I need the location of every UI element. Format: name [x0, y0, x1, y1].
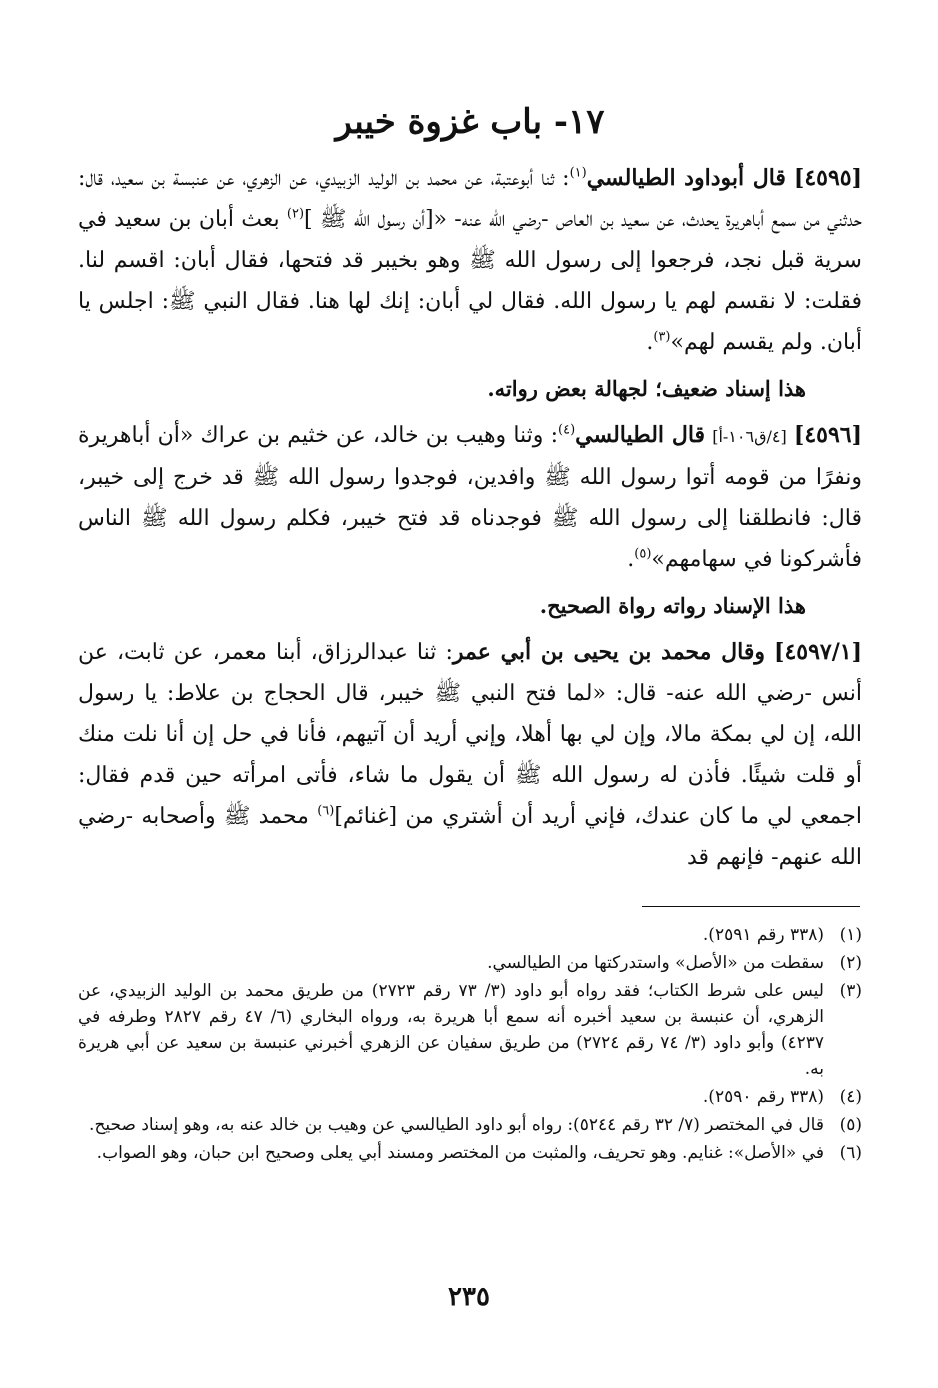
- footnote-ref: (٢): [286, 206, 305, 222]
- narrator-lead: وقال محمد بن يحيى بن أبي عمر: [452, 639, 765, 665]
- isnad-grade: هذا الإسناد رواته رواة الصحيح.: [539, 593, 806, 618]
- footnote-2: [78, 950, 862, 976]
- footnote-number: (٥): [839, 1115, 862, 1135]
- hadith-number: [٤٥٩٧/١]: [774, 639, 863, 665]
- hadith-text: : ثنا عبدالرزاق، أبنا معمر، عن ثابت، عن أنس -رضي الله عنه- قال: «لما فتح النبي ﷺ خيبر، قال الحجاج بن علاط: يا رسول الله، إن لي بمكة مالا، وإن لي بها أهلا، وإني أريد أن آتيهم، فأنا في حل إن أنا نلت منك أو قلت شيئًا. فأذن له رسول الله ﷺ أن يقول ما شاء، فأتى امرأته حين قدم فقال: اجمعي لي ما كان عندك، فإني أريد أن أشتري من [غنائم]: [78, 640, 862, 829]
- hadith-4597: [78, 632, 862, 878]
- page-body: [78, 100, 862, 878]
- narrator-lead: قال الطيالسي: [575, 422, 706, 448]
- footnote-4: [78, 1084, 862, 1110]
- footnote-text: (٣٣٨ رقم ٢٥٩١).: [702, 925, 824, 945]
- hadith-tail: .: [646, 330, 654, 355]
- hadith-text: : ثنا أبوعتبة، عن محمد بن الوليد الزبيدي، عن الزهري، عن عنبسة بن سعيد، قال: حدثني من سمع أباهريرة يحدث، عن سعيد بن العاص -رضي الله عنه- «[أن رسول الله ﷺ ]: [78, 166, 863, 232]
- footnote-ref: (٦): [317, 803, 335, 819]
- footnote-text: قال في المختصر (٧/ ٣٢ رقم ٥٢٤٤): رواه أبو داود الطيالسي عن وهيب بن خالد عنه به، وهو إسناد صحيح.: [89, 1115, 824, 1135]
- footnote-ref: (٥): [634, 546, 652, 562]
- footnote-text: ليس على شرط الكتاب؛ فقد رواه أبو داود (٣/ ٧٣ رقم ٢٧٢٣) من طريق محمد بن الوليد الزبيدي، عن الزهري، أن عنبسة بن سعيد أخبره أنه سمع أبا هريرة به، ورواه البخاري (٦/ ٤٧ رقم ٢٨٢٧ وطرفه في ٤٢٣٧) وأبو داود (٣/ ٧٤ رقم ٢٧٢٤) من طريق سفيان عن الزهري أخبرني عنبسة بن سعيد عن أبي هريرة به.: [78, 981, 825, 1079]
- hadith-4595: [78, 158, 862, 363]
- footnote-ref: (٣): [653, 329, 671, 345]
- manuscript-ref: [٤/ق١٠٦-أ]: [712, 427, 787, 446]
- narrator-lead: قال أبوداود الطيالسي: [586, 165, 786, 191]
- footnotes: [78, 922, 862, 1168]
- hadith-text-cont: بعث أبان بن سعيد في سرية قبل نجد، فرجعوا إلى رسول الله ﷺ وهو بخيبر قد فتحها، فقال أبان: اقسم لنا. فقلت: لا نقسم لهم يا رسول الله. فقال لي أبان: إنك لها هنا. فقال النبي ﷺ: اجلس يا أبان. ولم يقسم لهم»: [78, 207, 862, 355]
- hadith-text: : وثنا وهيب بن خالد، عن خثيم بن عراك «أن أباهريرة ونفرًا من قومه أتوا رسول الله ﷺ وافدين، فوجدوا رسول الله ﷺ قد خرج إلى خيبر، قال: فانطلقنا إلى رسول الله ﷺ فوجدناه قد فتح خيبر، فكلم رسول الله ﷺ الناس فأشركونا في سهامهم»: [78, 423, 862, 572]
- hadith-number: [٤٥٩٦]: [793, 422, 862, 448]
- hadith-number: [٤٥٩٥]: [793, 165, 862, 191]
- footnote-ref: (٤): [558, 422, 576, 438]
- footnote-text: سقطت من «الأصل» واستدركتها من الطيالسي.: [487, 953, 824, 973]
- footnote-number: (٤): [839, 1087, 862, 1107]
- footnote-number: (٣): [839, 981, 862, 1001]
- footnote-number: (٢): [839, 953, 862, 973]
- isnad-grade: هذا إسناد ضعيف؛ لجهالة بعض رواته.: [487, 376, 806, 401]
- hadith-tail: .: [627, 547, 635, 572]
- footnote-text: (٣٣٨ رقم ٢٥٩٠).: [702, 1087, 824, 1107]
- footnote-3: [78, 978, 862, 1082]
- footnote-text: في «الأصل»: غنايم. وهو تحريف، والمثبت من المختصر ومسند أبي يعلى وصحيح ابن حبان، وهو الصواب.: [96, 1143, 824, 1163]
- hadith-4596: [78, 415, 862, 580]
- footnote-separator: [642, 906, 860, 907]
- hadith-text-cont: محمد ﷺ وأصحابه -رضي الله عنهم- فإنهم قد: [78, 804, 862, 870]
- footnote-number: (١): [839, 925, 862, 945]
- footnote-1: [78, 922, 862, 948]
- footnote-number: (٦): [839, 1143, 862, 1163]
- footnote-6: [78, 1140, 862, 1166]
- footnote-5: [78, 1112, 862, 1138]
- chapter-title: ١٧- باب غزوة خيبر: [335, 102, 605, 142]
- footnote-ref: (١): [569, 165, 587, 181]
- page-number: ٢٣٥: [448, 1282, 490, 1312]
